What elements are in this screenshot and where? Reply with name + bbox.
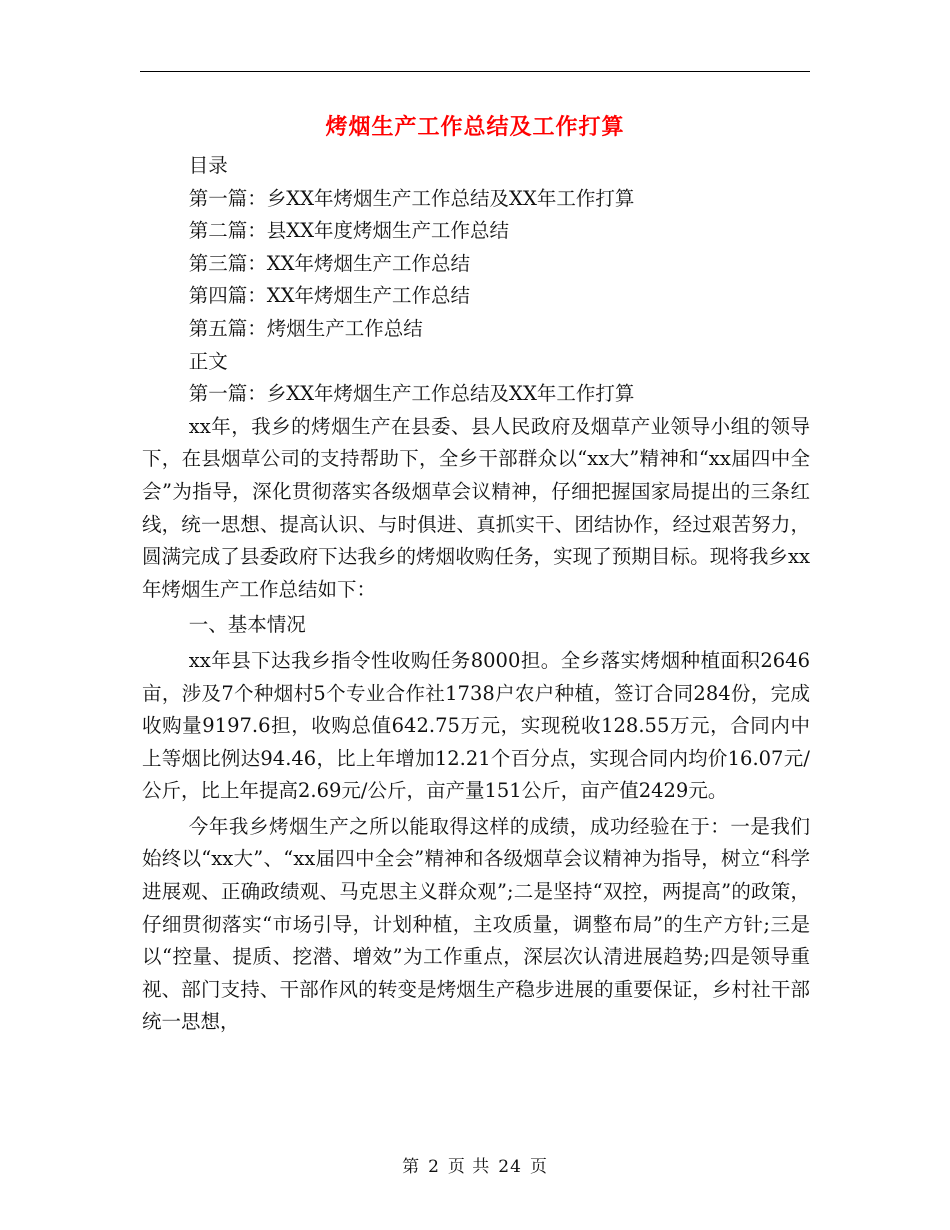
footer-total-pages: 24: [498, 1157, 522, 1177]
toc-item: 第二篇：县XX年度烤烟生产工作总结: [188, 219, 510, 243]
basic-info-heading: 一、基本情况: [188, 613, 306, 637]
intro-paragraph: xx年，我乡的烤烟生产在县委、县人民政府及烟草产业领导小组的领导下，在县烟草公司的支持帮助下，全乡干部群众以“xx大”精神和“xx届四中全会”为指导，深化贯彻落实各级烟草会议精神，仔细把握国家局提出的三条红线，统一思想、提高认识、与时俱进、真抓实干、团结协作，经过艰苦努力，圆满完成了县委政府下达我乡的烤烟收购任务，实现了预期目标。现将我乡xx年烤烟生产工作总结如下：: [142, 414, 810, 601]
footer-middle: 页 共: [447, 1157, 491, 1177]
toc-item: 第五篇：烤烟生产工作总结: [188, 316, 423, 340]
section-title: 第一篇：乡XX年烤烟生产工作总结及XX年工作打算: [188, 382, 635, 406]
experience-paragraph: 今年我乡烤烟生产之所以能取得这样的成绩，成功经验在于：一是我们始终以“xx大”、“xx届四中全会”精神和各级烟草会议精神为指导，树立“科学进展观、正确政绩观、马克思主义群众观”;二是坚持“双控，两提高”的政策，仔细贯彻落实“市场引导，计划种植，主攻质量，调整布局”的生产方针;三是以“控量、提质、挖潜、增效”为工作重点，深层次认清进展趋势;四是领导重视、部门支持、干部作风的转变是烤烟生产稳步进展的重要保证，乡村社干部统一思想，: [142, 814, 810, 1034]
toc-item: 第四篇：XX年烤烟生产工作总结: [188, 284, 471, 308]
page-footer: [140, 1152, 810, 1177]
body-heading: 正文: [188, 349, 228, 373]
header-rule: [140, 71, 810, 72]
basic-info-paragraph: xx年县下达我乡指令性收购任务8000担。全乡落实烤烟种植面积2646亩，涉及7个种烟村5个专业合作社1738户农户种植，签订合同284份，完成收购量9197.6担，收购总值642.75万元，实现税收128.55万元，合同内中上等烟比例达94.46，比上年增加12.21个百分点，实现合同内均价16.07元/公斤，比上年提高2.69元/公斤，亩产量151公斤，亩产值2429元。: [142, 648, 810, 803]
footer-prefix: 第: [402, 1157, 421, 1177]
document-title: 烤烟生产工作总结及工作打算: [325, 114, 625, 140]
footer-page-number: 2: [428, 1157, 440, 1177]
toc-item: 第三篇：XX年烤烟生产工作总结: [188, 251, 471, 275]
toc-heading: 目录: [188, 154, 228, 177]
toc-item: 第一篇：乡XX年烤烟生产工作总结及XX年工作打算: [188, 186, 635, 210]
footer-suffix: 页: [529, 1157, 548, 1177]
document-body: [142, 150, 810, 1039]
